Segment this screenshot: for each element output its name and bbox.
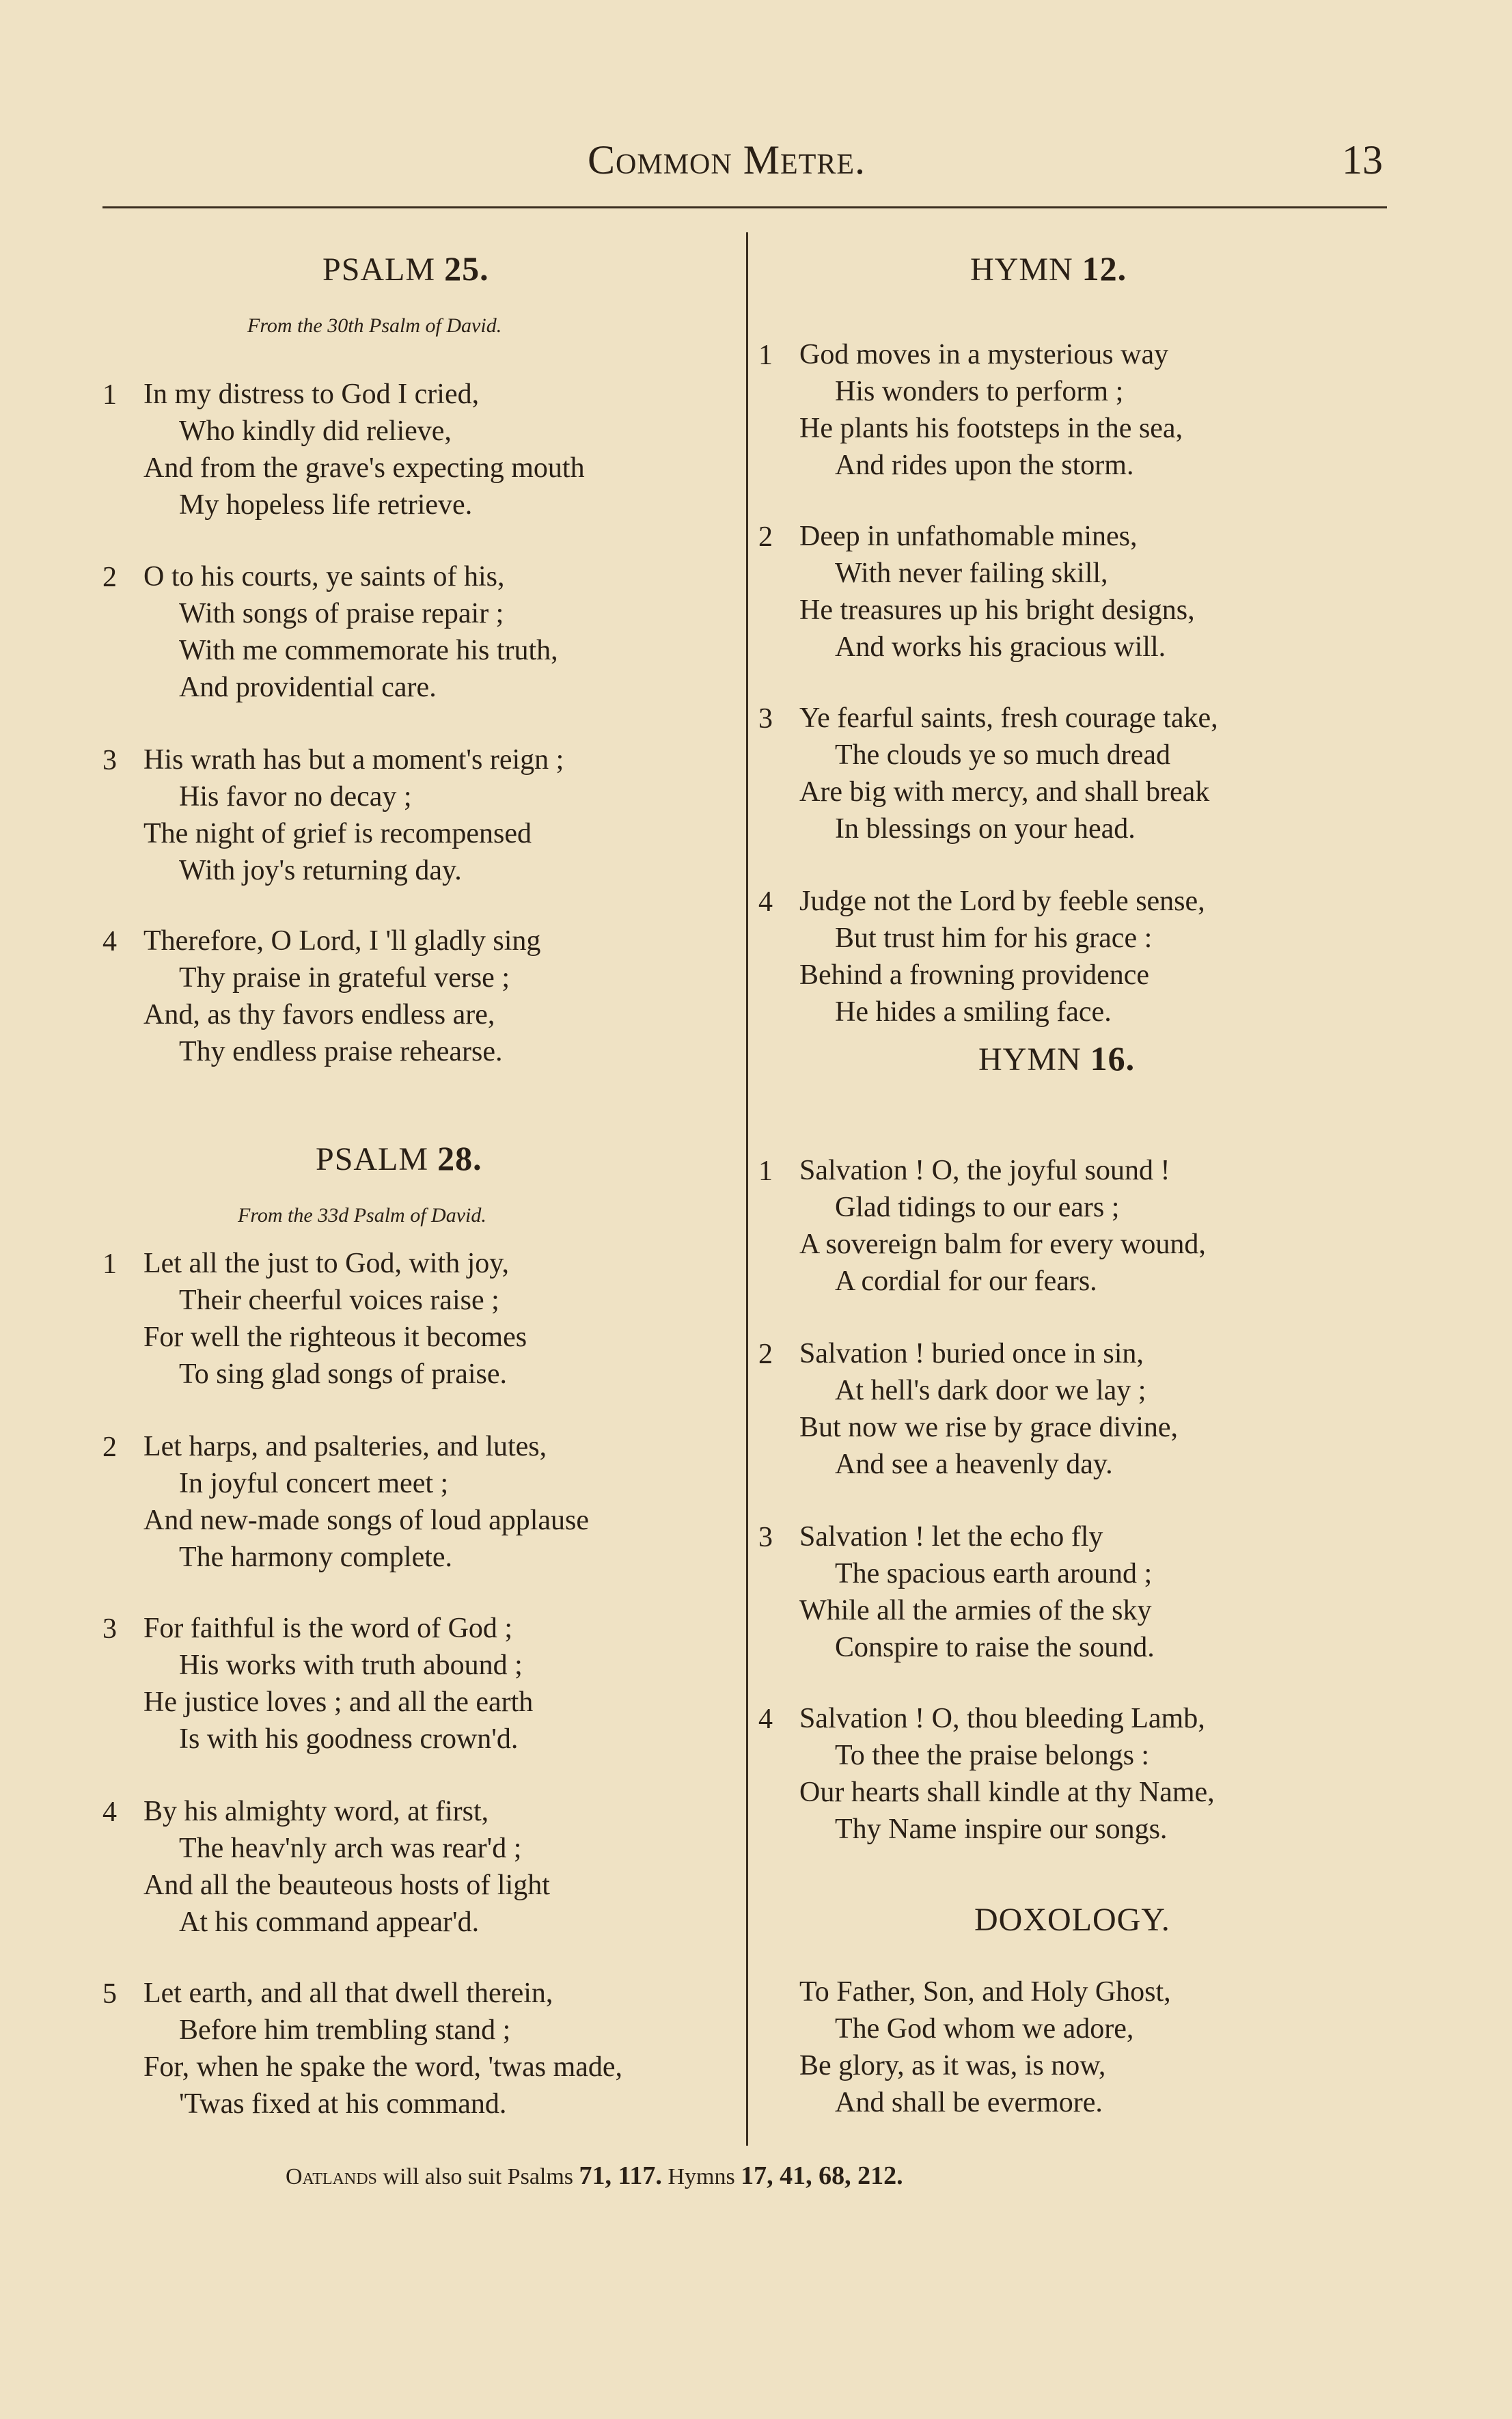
psalm-28-subtitle: From the 33d Psalm of David.: [238, 1204, 486, 1227]
hymn-16-title: [978, 1039, 1135, 1078]
hymn-label: HYMN: [978, 1041, 1082, 1078]
verse-line: Ye fearful saints, fresh courage take,: [799, 702, 1218, 734]
verse-line: My hopeless life retrieve.: [179, 489, 473, 521]
stanza-number: 2: [102, 1432, 117, 1463]
verse-line: Thy Name inspire our songs.: [835, 1814, 1168, 1845]
verse-line: And all the beauteous hosts of light: [143, 1870, 550, 1901]
verse-line: His favor no decay ;: [179, 781, 412, 812]
verse-line: A cordial for our fears.: [835, 1266, 1097, 1297]
verse-line: Their cheerful voices raise ;: [179, 1285, 499, 1316]
psalm-number: 28.: [437, 1139, 482, 1177]
verse-line: The clouds ye so much dread: [835, 739, 1171, 771]
verse-line: Judge not the Lord by feeble sense,: [799, 886, 1205, 917]
hymn-number: 16.: [1090, 1039, 1136, 1078]
page-title: Common Metre.: [588, 137, 866, 182]
verse-line: Deep in unfathomable mines,: [799, 521, 1138, 552]
verse-line: O to his courts, ye saints of his,: [143, 561, 505, 592]
stanza-number: 1: [758, 340, 773, 371]
stanza-number: 3: [758, 1522, 773, 1553]
verse-line: And, as thy favors endless are,: [143, 999, 495, 1030]
verse-line: The harmony complete.: [179, 1542, 453, 1573]
verse-line: To sing glad songs of praise.: [179, 1358, 508, 1390]
verse-line: Let earth, and all that dwell therein,: [143, 1978, 553, 2009]
stanza-number: 5: [102, 1978, 117, 2010]
verse-line: But trust him for his grace :: [835, 922, 1153, 954]
verse-line: Are big with mercy, and shall break: [799, 776, 1210, 808]
stanza-number: 3: [758, 703, 773, 735]
verse-line: He treasures up his bright designs,: [799, 594, 1195, 626]
stanza-number: 4: [102, 926, 117, 957]
stanza-number: 4: [758, 1704, 773, 1735]
footer-hymns: 17, 41, 68, 212.: [741, 2161, 903, 2190]
verse-line: 'Twas fixed at his command.: [179, 2088, 507, 2120]
stanza-number: 4: [758, 886, 773, 918]
footer-hymns-label: Hymns: [668, 2164, 735, 2189]
verse-line: But now we rise by grace divine,: [799, 1412, 1179, 1443]
doxology-title: DOXOLOGY.: [974, 1902, 1170, 1938]
verse-line: His wonders to perform ;: [835, 376, 1124, 407]
verse-line: And new-made songs of loud applause: [143, 1505, 590, 1536]
stanza-number: 4: [102, 1796, 117, 1828]
hymn-number: 12.: [1082, 249, 1127, 288]
verse-line: And providential care.: [179, 672, 437, 703]
page-number: 13: [1342, 137, 1383, 182]
verse-line: He hides a smiling face.: [835, 996, 1112, 1028]
verse-line: Salvation ! buried once in sin,: [799, 1338, 1144, 1369]
verse-line: And see a heavenly day.: [835, 1449, 1113, 1480]
verse-line: The God whom we adore,: [835, 2013, 1134, 2045]
hymn-label: HYMN: [970, 251, 1073, 288]
psalm-28-title: [316, 1138, 482, 1178]
footer-psalms: 71, 117.: [579, 2161, 662, 2190]
verse-line: Thy praise in grateful verse ;: [179, 962, 510, 994]
header-rule: [102, 206, 1387, 208]
stanza-number: 1: [758, 1156, 773, 1187]
psalm-25-subtitle: From the 30th Psalm of David.: [247, 314, 502, 337]
verse-line: With joy's returning day.: [179, 855, 462, 886]
verse-line: In blessings on your head.: [835, 813, 1136, 845]
verse-line: For faithful is the word of God ;: [143, 1613, 513, 1644]
psalm-label: PSALM: [322, 251, 436, 288]
verse-line: The night of grief is recompensed: [143, 818, 532, 849]
verse-line: At his command appear'd.: [179, 1906, 480, 1938]
verse-line: Is with his goodness crown'd.: [179, 1723, 519, 1755]
footer-note: [286, 2161, 903, 2191]
verse-line: To thee the praise belongs :: [835, 1740, 1150, 1771]
verse-line: In my distress to God I cried,: [143, 379, 480, 410]
verse-line: Glad tidings to our ears ;: [835, 1192, 1120, 1223]
verse-line: Conspire to raise the sound.: [835, 1632, 1155, 1663]
stanza-number: 1: [102, 379, 117, 411]
verse-line: He plants his footsteps in the sea,: [799, 413, 1183, 444]
verse-line: Salvation ! O, the joyful sound !: [799, 1155, 1170, 1186]
stanza-number: 2: [102, 562, 117, 593]
verse-line: With songs of praise repair ;: [179, 598, 504, 629]
verse-line: Let all the just to God, with joy,: [143, 1248, 510, 1279]
verse-line: And shall be evermore.: [835, 2087, 1103, 2118]
verse-line: His wrath has but a moment's reign ;: [143, 744, 564, 776]
verse-line: Salvation ! O, thou bleeding Lamb,: [799, 1703, 1205, 1734]
verse-line: Before him trembling stand ;: [179, 2014, 511, 2046]
verse-line: At hell's dark door we lay ;: [835, 1375, 1146, 1406]
footer-tune: Oatlands: [286, 2164, 377, 2189]
verse-line: While all the armies of the sky: [799, 1595, 1152, 1626]
verse-line: Behind a frowning providence: [799, 959, 1150, 991]
verse-line: Be glory, as it was, is now,: [799, 2050, 1106, 2081]
verse-line: His works with truth abound ;: [179, 1650, 523, 1681]
verse-line: Let harps, and psalteries, and lutes,: [143, 1431, 547, 1462]
verse-line: By his almighty word, at first,: [143, 1796, 489, 1827]
verse-line: To Father, Son, and Holy Ghost,: [799, 1976, 1171, 2008]
verse-line: And works his gracious will.: [835, 631, 1166, 663]
stanza-number: 2: [758, 521, 773, 553]
stanza-number: 2: [758, 1339, 773, 1370]
verse-line: With never failing skill,: [835, 558, 1108, 589]
footer-text: will also suit Psalms: [383, 2164, 574, 2189]
verse-line: Our hearts shall kindle at thy Name,: [799, 1777, 1215, 1808]
verse-line: Therefore, O Lord, I 'll gladly sing: [143, 925, 541, 957]
verse-line: For well the righteous it becomes: [143, 1322, 527, 1353]
verse-line: And from the grave's expecting mouth: [143, 452, 585, 484]
psalm-number: 25.: [444, 249, 489, 288]
verse-line: Salvation ! let the echo fly: [799, 1521, 1103, 1553]
verse-line: The heav'nly arch was rear'd ;: [179, 1833, 522, 1864]
verse-line: God moves in a mysterious way: [799, 339, 1169, 370]
stanza-number: 3: [102, 745, 117, 776]
stanza-number: 1: [102, 1248, 117, 1280]
verse-line: The spacious earth around ;: [835, 1558, 1153, 1589]
verse-line: Who kindly did relieve,: [179, 415, 452, 447]
verse-line: In joyful concert meet ;: [179, 1468, 449, 1499]
verse-line: He justice loves ; and all the earth: [143, 1686, 534, 1718]
psalm-25-title: [322, 249, 489, 288]
verse-line: For, when he spake the word, 'twas made,: [143, 2051, 623, 2083]
verse-line: And rides upon the storm.: [835, 450, 1134, 481]
hymn-12-title: [970, 249, 1127, 288]
verse-line: A sovereign balm for every wound,: [799, 1229, 1206, 1260]
stanza-number: 3: [102, 1613, 117, 1645]
verse-line: Thy endless praise rehearse.: [179, 1036, 503, 1067]
psalm-label: PSALM: [316, 1141, 429, 1177]
verse-line: With me commemorate his truth,: [179, 635, 558, 666]
column-divider: [746, 232, 748, 2146]
